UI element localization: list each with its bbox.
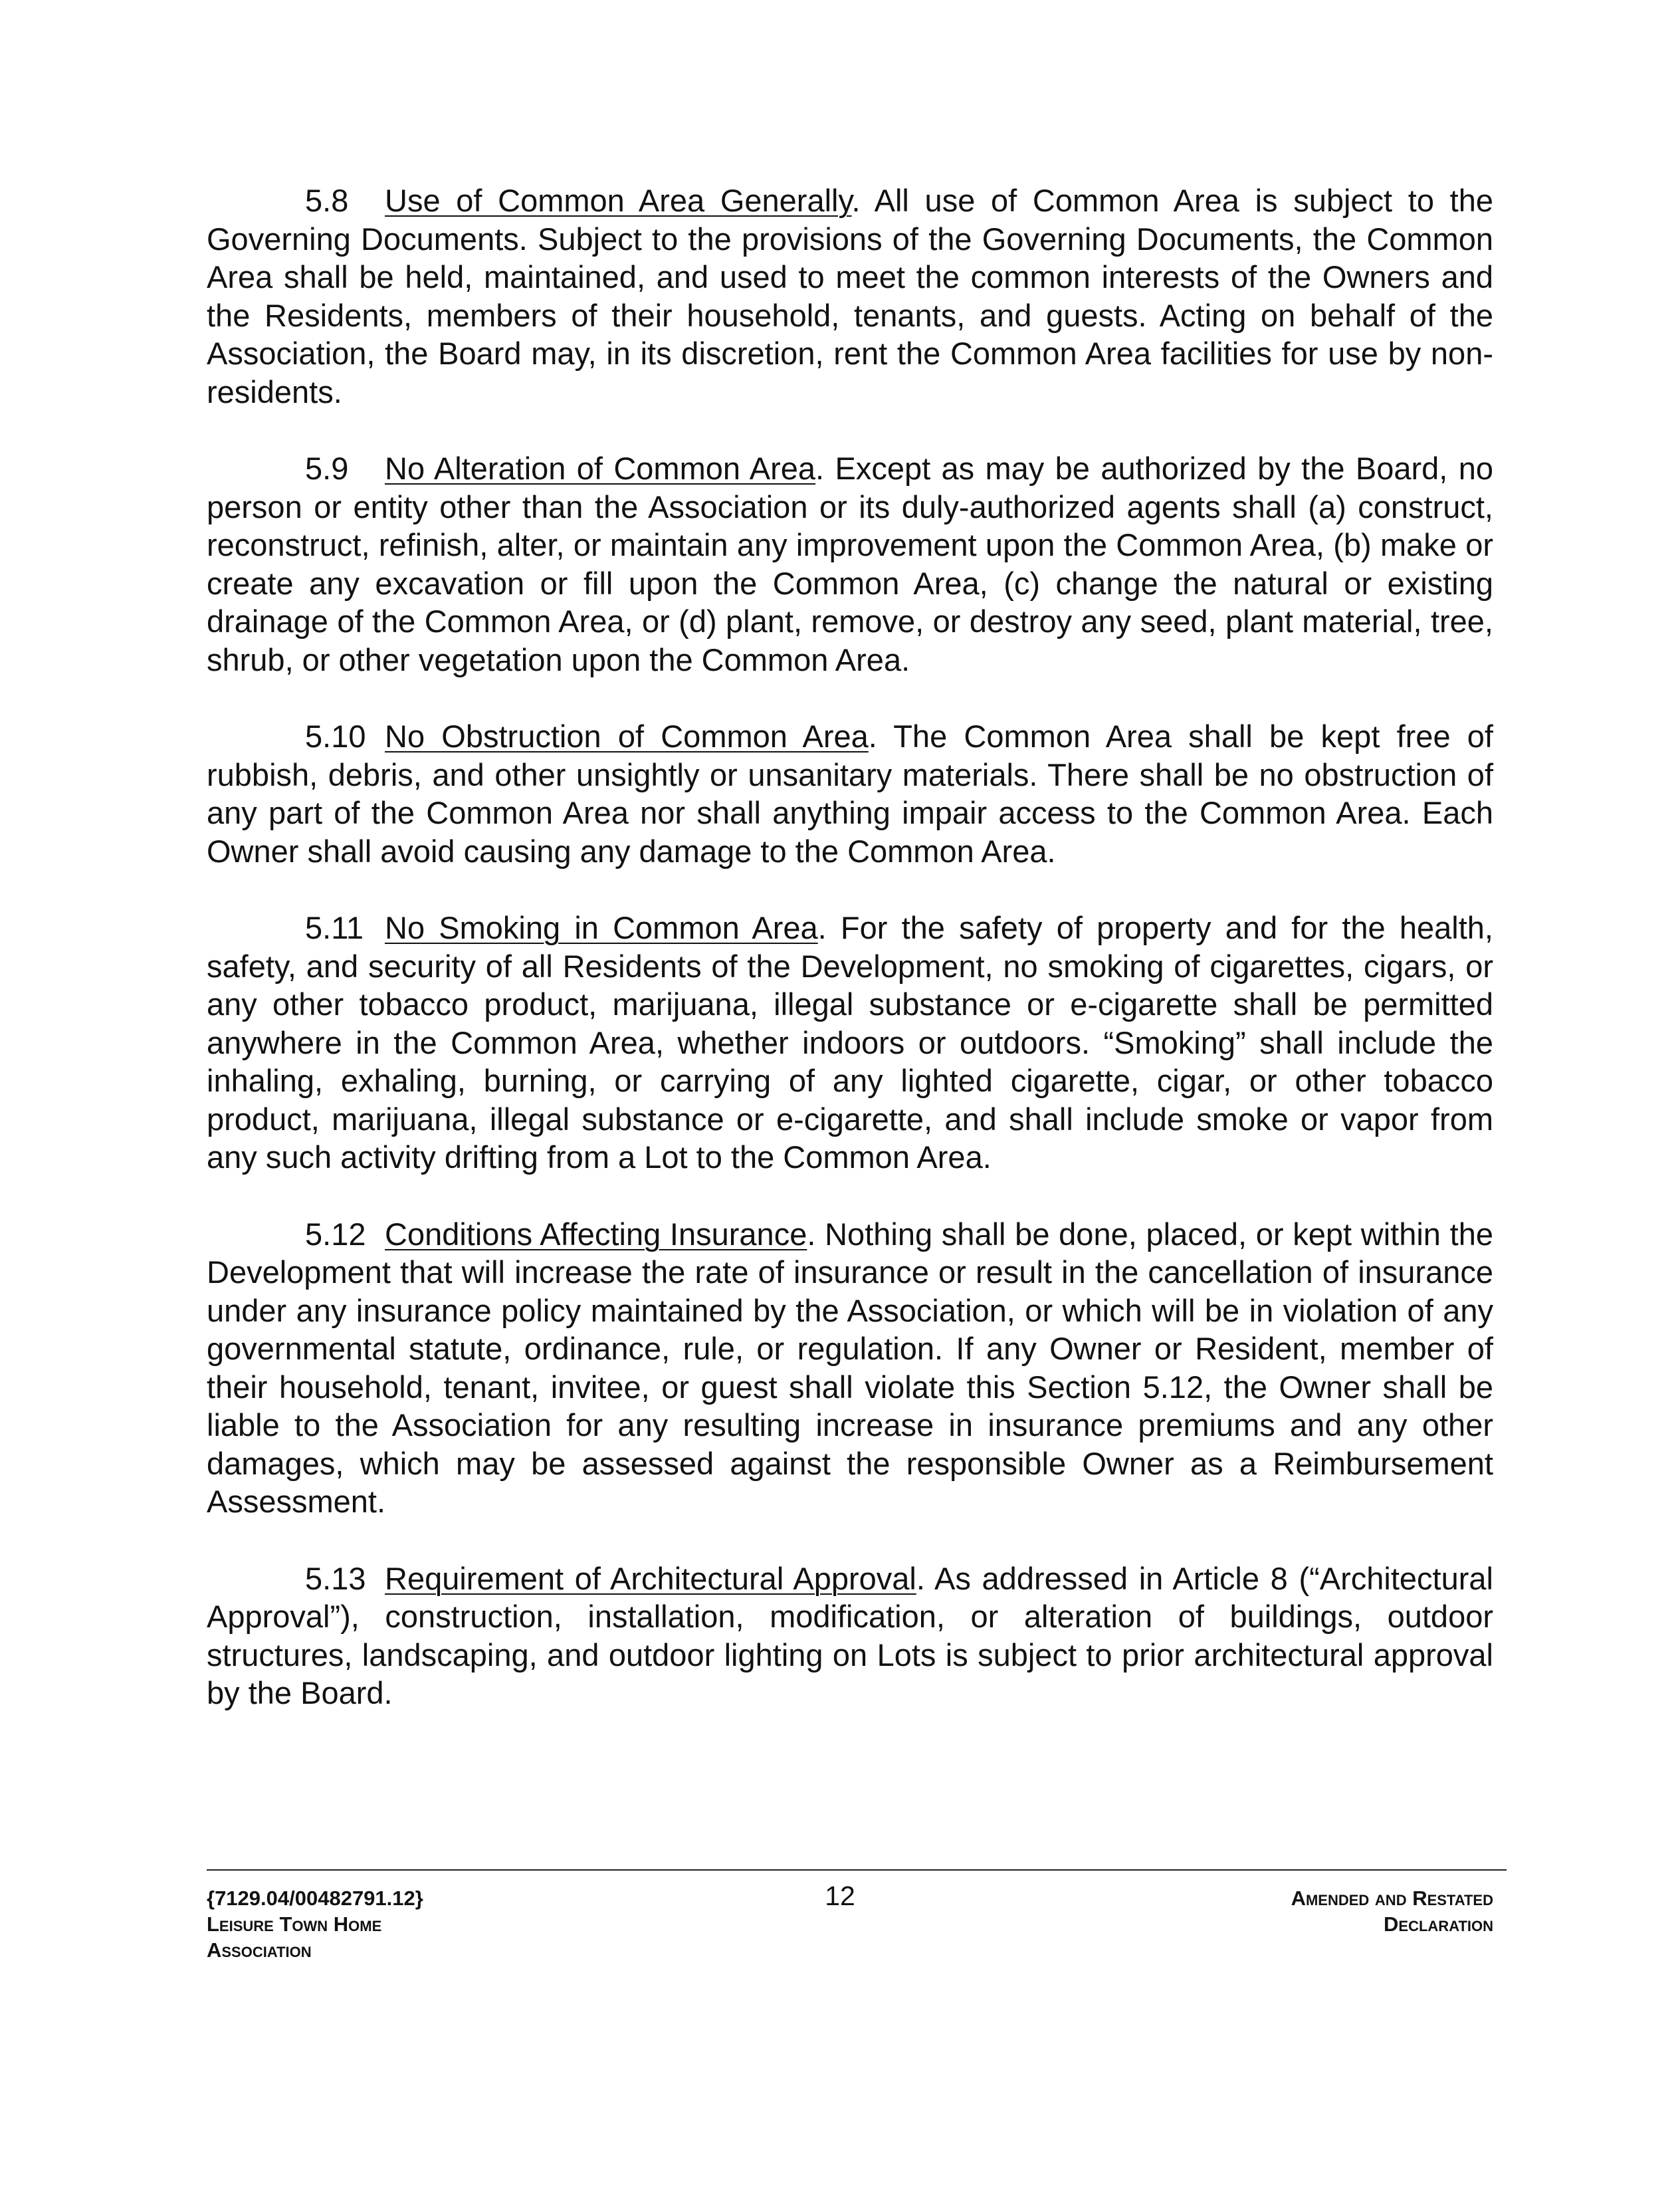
footer-title-line1: Amended and Restated: [1291, 1887, 1493, 1910]
footer-org-line1: Leisure Town Home: [207, 1912, 382, 1936]
section-number: 5.8: [305, 183, 349, 218]
section-heading: Conditions Affecting Insurance: [385, 1216, 807, 1252]
section-5-9: [207, 449, 1493, 679]
section-heading: Requirement of Architectural Approval: [385, 1560, 916, 1596]
footer-divider: [207, 1869, 1507, 1871]
section-text: . Nothing shall be done, placed, or kept within the Development that will increase the rate of insurance or result in the cancellation of insurance under any insurance policy maintained by the Association, or which will be in violation of any governmental statute, ordinance, rule, or regulation. If any Owner or Resident, member of their household, tenant, invitee, or guest shall violate this Section 5.12, the Owner shall be liable to the Association for any resulting increase in insurance premiums and any other damages, which may be assessed against the responsible Owner as a Reimbursement Assessment.: [207, 1216, 1493, 1519]
section-text: . As addressed in Article 8 (“Architectural Approval”), construction, installation, modification, or alteration of buildings, outdoor structures, landscaping, and outdoor lighting on Lots is subject to prior architectural approval by the Board.: [207, 1560, 1493, 1710]
section-5-8: [207, 181, 1493, 411]
section-heading: No Smoking in Common Area: [385, 910, 818, 945]
section-number: 5.11: [305, 910, 364, 945]
footer-org-line2: Association: [207, 1938, 312, 1962]
section-number: 5.13: [305, 1560, 366, 1596]
section-heading: Use of Common Area Generally: [385, 183, 852, 218]
section-heading: No Alteration of Common Area: [385, 451, 816, 486]
footer-title-line2: Declaration: [1384, 1912, 1493, 1936]
section-heading: No Obstruction of Common Area: [385, 719, 869, 754]
section-5-10: [207, 717, 1493, 870]
footer-left-block: [207, 1885, 672, 1963]
page-number: 12: [825, 1881, 855, 1911]
section-number: 5.12: [305, 1216, 366, 1252]
section-5-13: [207, 1560, 1493, 1712]
section-number: 5.9: [305, 451, 349, 486]
footer-right-block: [1041, 1885, 1493, 1937]
section-text: . The Common Area shall be kept free of rubbish, debris, and other unsightly or unsanitary materials. There shall be no obstruction of any part of the Common Area nor shall anything impair access to the Common Area. Each Owner shall avoid causing any damage to the Common Area.: [207, 719, 1493, 869]
section-text: . All use of Common Area is subject to the Governing Documents. Subject to the provisions of the Governing Documents, the Common Area shall be held, maintained, and used to meet the common interests of the Owners and the Residents, members of their household, tenants, and guests. Acting on behalf of the Association, the Board may, in its discretion, rent the Common Area facilities for use by non-residents.: [207, 183, 1493, 409]
section-5-12: [207, 1215, 1493, 1521]
section-number: 5.10: [305, 719, 366, 754]
section-text: . Except as may be authorized by the Board, no person or entity other than the Association or its duly-authorized agents shall (a) construct, reconstruct, refinish, alter, or maintain any improvement upon the Common Area, (b) make or create any excavation or fill upon the Common Area, (c) change the natural or existing drainage of the Common Area, or (d) plant, remove, or destroy any seed, plant material, tree, shrub, or other vegetation upon the Common Area.: [207, 451, 1493, 677]
section-text: . For the safety of property and for the health, safety, and security of all Residents of the Development, no smoking of cigarettes, cigars, or any other tobacco product, marijuana, illegal substance or e-cigarette shall be permitted anywhere in the Common Area, whether indoors or outdoors. “Smoking” shall include the inhaling, exhaling, burning, or carrying of any lighted cigarette, cigar, or other tobacco product, marijuana, illegal substance or e-cigarette, and shall include smoke or vapor from any such activity drifting from a Lot to the Common Area.: [207, 910, 1493, 1175]
footer-doc-id: {7129.04/00482791.12}: [207, 1887, 423, 1910]
section-5-11: [207, 909, 1493, 1177]
document-body: [207, 181, 1493, 1751]
